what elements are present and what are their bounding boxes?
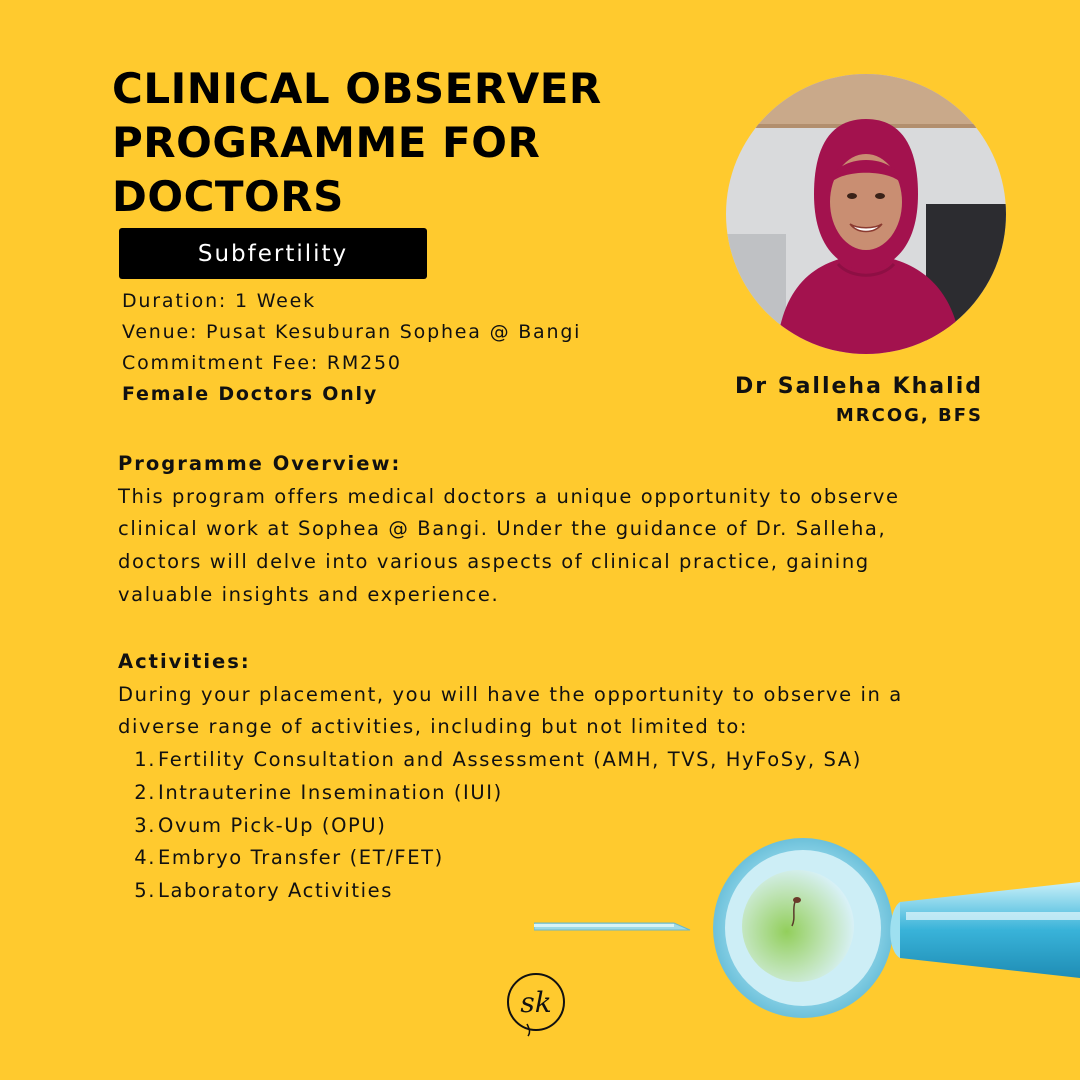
activities-intro-line: During your placement, you will have the opportunity to observe in a bbox=[118, 682, 903, 706]
title-line-3: DOCTORS bbox=[112, 172, 344, 221]
sk-logo bbox=[503, 972, 569, 1038]
overview-line: doctors will delve into various aspects of clinical practice, gaining bbox=[118, 550, 870, 574]
activities-intro bbox=[118, 679, 998, 744]
list-number: 1. bbox=[134, 748, 156, 772]
list-text: Intrauterine Insemination (IUI) bbox=[158, 780, 503, 804]
overview-heading: Programme Overview: bbox=[118, 452, 402, 475]
title-line-1: CLINICAL OBSERVER bbox=[112, 64, 602, 113]
overview-line: This program offers medical doctors a unique opportunity to observe bbox=[118, 484, 900, 508]
list-number: 4. bbox=[134, 846, 156, 870]
doctor-credentials: MRCOG, BFS bbox=[835, 405, 983, 426]
overview-paragraph bbox=[118, 481, 998, 612]
overview-line: clinical work at Sophea @ Bangi. Under the guidance of Dr. Salleha, bbox=[118, 517, 887, 541]
doctor-name: Dr Salleha Khalid bbox=[734, 374, 983, 399]
fee-text: Commitment Fee: RM250 bbox=[122, 352, 402, 374]
micropipette-illustration bbox=[534, 918, 694, 936]
list-text: Ovum Pick-Up (OPU) bbox=[158, 813, 387, 837]
list-item bbox=[118, 777, 998, 810]
list-item bbox=[118, 744, 998, 777]
list-number: 2. bbox=[134, 780, 156, 804]
title-line-2: PROGRAMME FOR bbox=[112, 118, 541, 167]
eligibility-text: Female Doctors Only bbox=[122, 383, 379, 405]
activities-intro-line: diverse range of activities, including but not limited to: bbox=[118, 715, 749, 739]
programme-overview bbox=[118, 448, 998, 612]
list-number: 5. bbox=[134, 878, 156, 902]
logo-text: sk bbox=[520, 986, 552, 1019]
page-title bbox=[112, 62, 672, 224]
duration-text: Duration: 1 Week bbox=[122, 290, 316, 312]
petri-dish-illustration bbox=[700, 830, 1080, 1020]
list-text: Laboratory Activities bbox=[158, 878, 393, 902]
list-text: Embryo Transfer (ET/FET) bbox=[158, 846, 444, 870]
activities-heading: Activities: bbox=[118, 650, 251, 673]
overview-line: valuable insights and experience. bbox=[118, 582, 500, 606]
venue-text: Venue: Pusat Kesuburan Sophea @ Bangi bbox=[122, 321, 582, 343]
programme-details bbox=[122, 286, 662, 410]
doctor-photo bbox=[726, 74, 1006, 354]
list-number: 3. bbox=[134, 813, 156, 837]
subfertility-badge: Subfertility bbox=[119, 228, 427, 279]
list-text: Fertility Consultation and Assessment (AMH, TVS, HyFoSy, SA) bbox=[158, 748, 863, 772]
